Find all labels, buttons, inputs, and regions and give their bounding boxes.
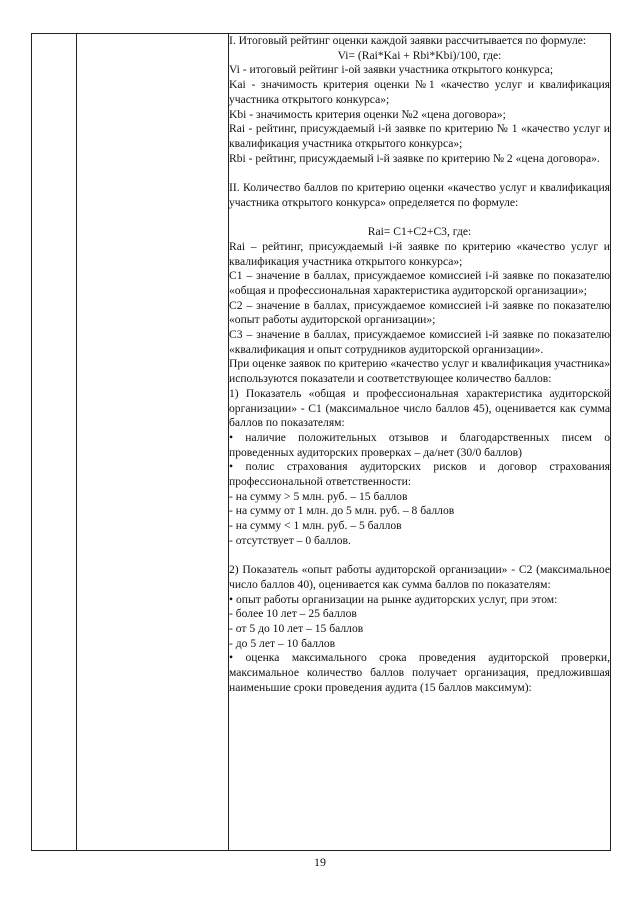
section1-definition: Rbi - рейтинг, присуждаемый i-й заявке по критерию № 2 «цена договора».: [229, 151, 600, 165]
description-text: [229, 34, 610, 696]
page-number: 19: [314, 855, 326, 869]
indicator2-line: • оценка максимального срока проведения аудиторской проверки, максимальное количество баллов получает организация, предложившая наименьшие сроки проведения аудита (15 баллов максимум):: [229, 651, 610, 694]
indicator2-line: - более 10 лет – 25 баллов: [229, 607, 357, 621]
indicator1-line: - отсутствует – 0 баллов.: [229, 533, 351, 547]
section2-formula: Rai= C1+C2+C3, где:: [367, 225, 472, 239]
section2-definition: При оценке заявок по критерию «качество услуг и квалификация участника» используются показатели и соответствующее количество баллов:: [229, 357, 610, 386]
section1-definition: Vi - итоговый рейтинг i-ой заявки участника открытого конкурса;: [229, 63, 554, 77]
indicator1-line: • полис страхования аудиторских рисков и договор страхования профессиональной ответственности:: [229, 460, 610, 489]
section2-definition: C1 – значение в баллах, присуждаемое комиссией i-й заявке по показателю «общая и профессиональная характеристика аудиторской организации»;: [229, 269, 610, 297]
section2-definition: C2 – значение в баллах, присуждаемое комиссией i-й заявке по показателю «опыт работы аудиторской организации»;: [229, 298, 610, 327]
indicator2-line: • опыт работы организации на рынке аудиторских услуг, при этом:: [229, 592, 558, 606]
indicator1-title: 1) Показатель «общая и профессиональная характеристика аудиторской организации» - C1 (максимальное число баллов 45), оценивается как сумма баллов по показателям:: [229, 386, 610, 430]
indicator1-line: - на сумму > 5 млн. руб. – 15 баллов: [229, 489, 408, 503]
table-row: [32, 34, 611, 851]
section2-definition: Rai – рейтинг, присуждаемый i-й заявке по критерию «качество услуг и квалификация участника открытого конкурса»;: [229, 239, 610, 268]
section2-heading: II. Количество баллов по критерию оценки «качество услуг и квалификация участника открытого конкурса» определяется по формуле:: [229, 181, 610, 209]
section2-definition: C3 – значение в баллах, присуждаемое комиссией i-й заявке по показателю «квалификация и опыт сотрудников аудиторской организации».: [229, 328, 610, 356]
indicator1-line: - на сумму от 1 млн. до 5 млн. руб. – 8 баллов: [229, 504, 455, 518]
section1-definition: Kai - значимость критерия оценки №1 «качество услуг и квалификация участника открытого конкурса»;: [229, 78, 610, 106]
indicator1-line: • наличие положительных отзывов и благодарственных писем о проведенных аудиторских проверках – да/нет (30/0 баллов): [229, 430, 610, 459]
section1-definition: Rai - рейтинг, присуждаемый i-й заявке по критерию № 1 «качество услуг и квалификация участника открытого конкурса»;: [229, 122, 610, 150]
section1-formula: Vi= (Rai*Kai + Rbi*Kbi)/100, где:: [337, 48, 502, 62]
table-cell-criterion: [77, 34, 229, 851]
criteria-table: [31, 33, 611, 851]
indicator2-line: - до 5 лет – 10 баллов: [229, 636, 336, 650]
table-cell-description: [229, 34, 611, 851]
indicator2-line: - от 5 до 10 лет – 15 баллов: [229, 622, 364, 636]
table-cell-number: [32, 34, 77, 851]
indicator1-line: - на сумму < 1 млн. руб. – 5 баллов: [229, 519, 402, 533]
section1-definition: Kbi - значимость критерия оценки №2 «цена договора»;: [229, 107, 506, 121]
section1-heading: I. Итоговый рейтинг оценки каждой заявки рассчитывается по формуле:: [229, 34, 587, 47]
indicator2-title: 2) Показатель «опыт работы аудиторской организации» - C2 (максимальное число баллов 40), оценивается как сумма баллов по показателям:: [229, 563, 610, 591]
